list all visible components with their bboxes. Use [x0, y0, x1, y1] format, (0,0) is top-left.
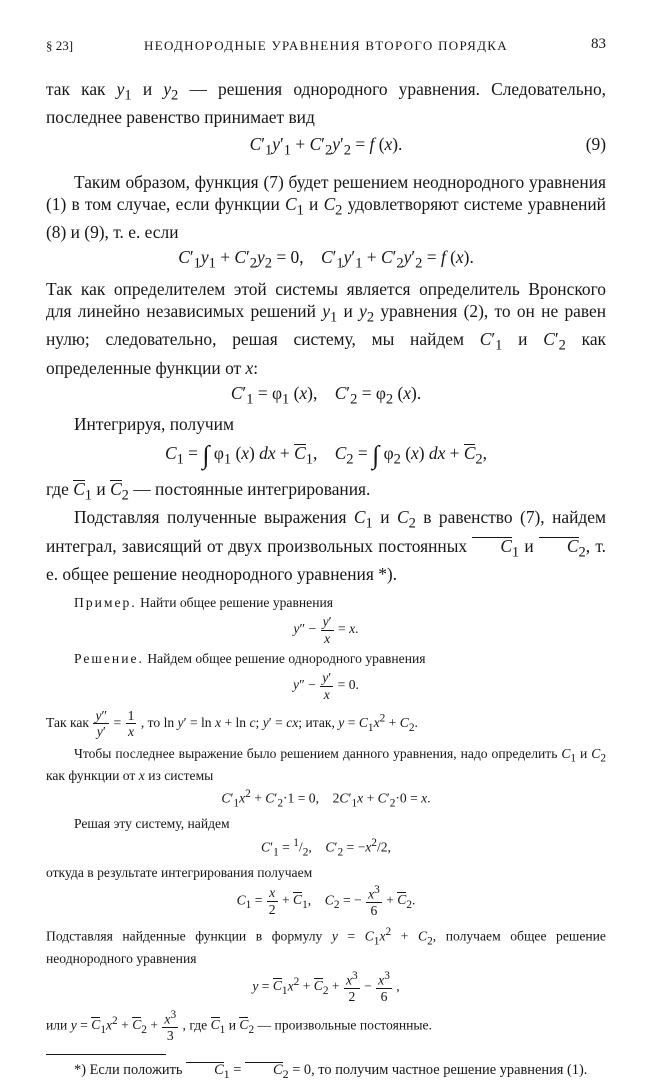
example-equation-1: y″ − $\frac{y'}{x}$ = x. [293, 614, 359, 646]
running-title: НЕОДНОРОДНЫЕ УРАВНЕНИЯ ВТОРОГО ПОРЯДКА [144, 38, 508, 53]
example-text: Найти общее решение уравнения [140, 595, 333, 611]
paragraph-2: Таким образом, функция (7) будет решением неоднородного уравнения (1) в том случае, если функции $C_1$ и $C_2$ удовлетворяют системе уравнений (8) и (9), т. е. если [46, 171, 606, 243]
main-text [46, 78, 606, 585]
equation-system: $C'_1y_1 + C'_2y_2 = 0$, $C'_1y'_1 + C'_2y'_2 = f$ (x). [178, 247, 474, 272]
paragraph-1: так как $y_1$ и $y_2$ — решения однородного уравнения. Следовательно, последнее равенство принимает вид [46, 79, 606, 128]
paragraph-6: Подставляя полученные выражения $C_1$ и $C_2$ в равенство (7), найдем интеграл, зависящий от двух произвольных постоянных $C_1$ и $C_2$, т. е. общее решение неоднородного уравнения *). [46, 507, 606, 585]
book-page [46, 36, 606, 1083]
solution-step-5: Подставляя найденные функции в формулу $y = C_1x^2 + C_2$, получаем общее решение неоднородного уравнения [46, 925, 606, 966]
solution-statement [46, 650, 606, 667]
solution-label: Решение. [74, 651, 144, 667]
example-equation-2: y″ − $\frac{y'}{x}$ = 0. [293, 670, 359, 702]
paragraph-4: Интегрируя, получим [74, 414, 234, 435]
running-header [46, 36, 606, 56]
example-equation-3: $C'_1x^2 + C'_2\cdot 1 = 0$, $2C'_1x + C'_2\cdot 0 = x$. [221, 788, 431, 810]
section-number: § 23] [46, 38, 74, 53]
paragraph-3: Так как определителем этой системы является определитель Вронского для линейно независимых решений $y_1$ и $y_2$ уравнения (2), то он не равен нулю; следовательно, решая систему, мы найдем $C'_1$ и $C'_2$ как определенные функции от x: [46, 278, 607, 378]
solution-step-2: Чтобы последнее выражение было решением данного уравнения, надо определить $C_1$ и $C_2$ как функции от x из системы [46, 745, 606, 784]
page-number: 83 [591, 36, 606, 52]
example-block [46, 594, 606, 1042]
equation-9 [46, 133, 606, 161]
example-equation-4: $C'_1 = ^1/_2$, $C'_2 = -x^2/2$, [261, 836, 391, 858]
example-statement [46, 594, 606, 611]
equation-9-number: (9) [585, 134, 606, 155]
equation-9-body: $C'_1y'_1 + C'_2y'_2 = f$ (x). [249, 134, 403, 159]
equation-phi: $C'_1 = \varphi_1$ (x), $C'_2 = \varphi_2$ (x). [230, 382, 422, 408]
footnote-rule [46, 1054, 166, 1055]
solution-step-4: откуда в результате интегрирования получаем [46, 864, 313, 880]
example-equation-5: $C_1$ = $\frac{x}{2}$ + $C_1$, $C_2$ = − $\frac{x^3}{6}$ + $C_2$. [236, 883, 416, 919]
example-equation-6: $y = C_1x^2 + C_2$ + $\frac{x^3}{2}$ − $\frac{x^3}{6}$ , [252, 969, 400, 1005]
example-label: Пример. [74, 595, 137, 611]
solution-step-6: или $y = C_1x^2 + C_2$ + $\frac{x^3}{3}$ , где $C_1$ и $C_2$ — произвольные постоянные. [46, 1008, 432, 1043]
solution-step-1: Так как $\frac{y''}{y'}$ = $\frac{1}{x}$ , то ln y′ = ln x + ln c; y′ = cx; итак, $y = C_1x^2 + C_2$. [46, 707, 418, 740]
paragraph-5: где $C_1$ и $C_2$ — постоянные интегрирования. [46, 478, 371, 504]
solution-text: Найдем общее решение однородного уравнения [147, 651, 426, 667]
footnote: *) Если положить $C_1 = C_2 = 0$, то получим частное решение уравнения (1). [74, 1062, 588, 1082]
equation-integrals: $C_1$ = ∫ $\varphi_1$ (x) dx + $C_1$, $C_2$ = ∫ $\varphi_2$ (x) dx + $C_2$, [164, 440, 488, 470]
solution-step-3: Решая эту систему, найдем [74, 815, 230, 831]
